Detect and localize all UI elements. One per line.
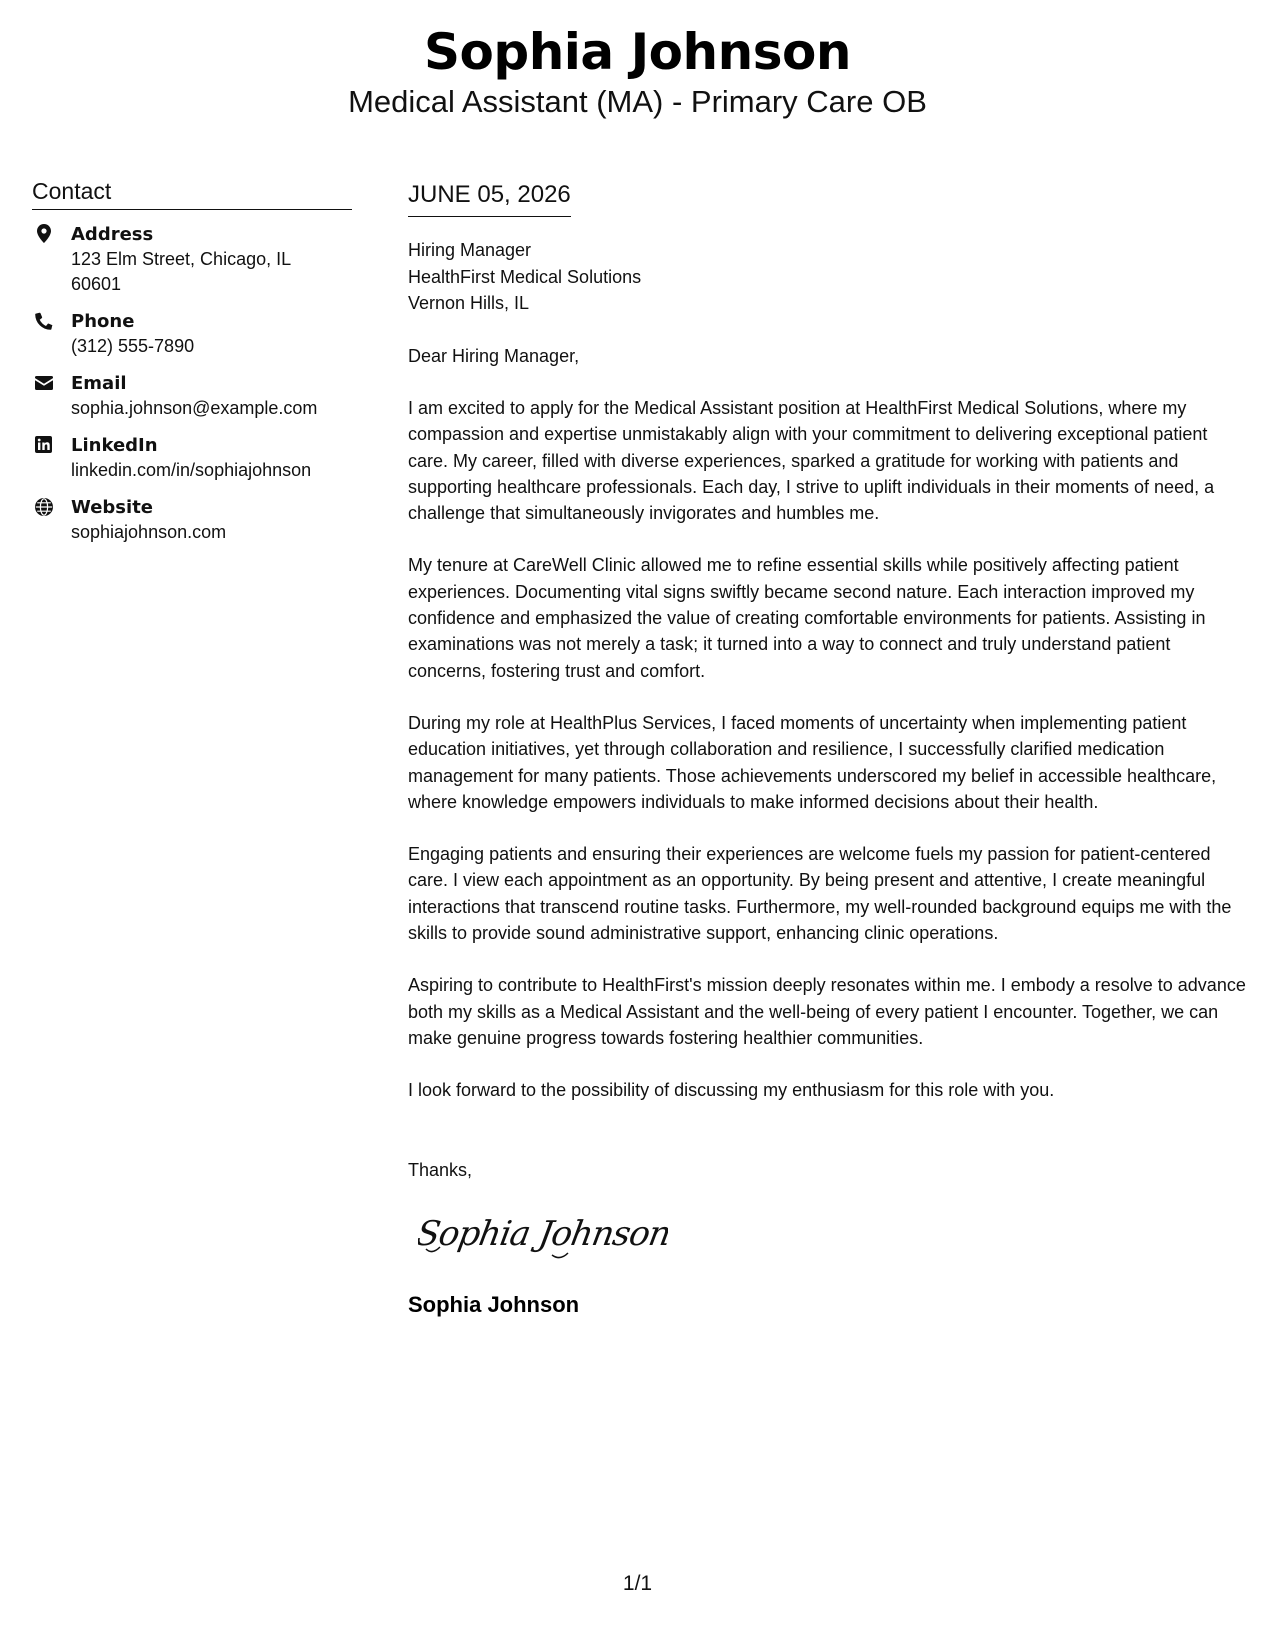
contact-heading: Contact [32,177,352,210]
phone-icon [34,311,53,330]
address-value: 123 Elm Street, Chicago, IL 60601 [71,249,291,294]
signer-name: Sophia Johnson [408,1291,580,1317]
paragraph-healthplus: During my role at HealthPlus Services, I faced moments of uncertainty when implementing patient education initiatives, yet through collaboration and resilience, I successfully clarified medication management for many patients. Those achievements underscored my belief in accessible healthcare, where knowledge empowers individuals to make informed decisions about their health. [408,712,1217,812]
paragraph-closing: I look forward to the possibility of discussing my enthusiasm for this role with you. [408,1080,1055,1101]
contact-phone [32,309,352,359]
recipient-name: Hiring Manager [408,240,532,260]
email-value: sophia.johnson@example.com [71,398,318,418]
job-title: Medical Assistant (MA) - Primary Care OB [348,84,927,119]
location-pin-icon [34,224,53,243]
address-label: Address [71,224,154,245]
signoff: Thanks, [408,1159,473,1180]
contact-email [32,371,352,421]
letter-body [408,180,1248,1319]
page-number: 1/1 [622,1572,653,1595]
paragraph-patient-care: Engaging patients and ensuring their experiences are welcome fuels my passion for patient-centered care. I view each appointment as an opportunity. By being present and attentive, I create meaningful interactions that transcend routine tasks. Furthermore, my well-rounded background equips me with the skills to provide sound administrative support, enhancing clinic operations. [408,844,1232,944]
phone-value: (312) 555-7890 [71,336,195,356]
letter-date: JUNE 05, 2026 [408,181,571,208]
svg-text:Sophia Johnson: Sophia Johnson [418,1213,668,1254]
greeting: Dear Hiring Manager, [408,345,580,366]
contact-website [32,495,352,545]
contact-sidebar [32,177,352,545]
linkedin-icon [34,435,53,454]
recipient-block [408,237,1248,317]
paragraph-mission: Aspiring to contribute to HealthFirst's mission deeply resonates within me. I embody a resolve to advance both my skills as a Medical Assistant and the well-being of every patient I encounter. Together, we can make genuine progress towards fostering healthier communities. [408,975,1246,1048]
recipient-company: HealthFirst Medical Solutions [408,266,642,287]
candidate-name: Sophia Johnson [424,23,851,81]
contact-address [32,222,352,297]
date-block [408,180,571,217]
paragraph-carewell: My tenure at CareWell Clinic allowed me to refine essential skills while positively affecting patient experiences. Documenting vital signs swiftly became second nature. Each interaction improved my confidence and emphasized the value of creating comfortable environments for patients. Assisting in examinations was not merely a task; it turned into a way to connect and truly understand patient concerns, fostering trust and comfort. [408,555,1206,681]
phone-label: Phone [71,311,135,332]
globe-icon [34,497,53,516]
website-value: sophiajohnson.com [71,522,227,542]
resume-header [0,22,1275,120]
contact-linkedin [32,433,352,483]
envelope-icon [34,373,53,392]
linkedin-label: LinkedIn [71,435,158,456]
recipient-location: Vernon Hills, IL [408,293,530,313]
website-label: Website [71,497,154,518]
paragraph-intro: I am excited to apply for the Medical Assistant position at HealthFirst Medical Solutions, where my compassion and expertise unmistakably align with your commitment to delivering exceptional patient care. My career, filled with diverse experiences, sparked a gratitude for working with patients and supporting healthcare professionals. Each day, I strive to uplift individuals in their moments of need, a challenge that simultaneously invigorates and humbles me. [408,398,1215,524]
linkedin-value: linkedin.com/in/sophiajohnson [71,460,312,480]
email-label: Email [71,373,127,394]
handwritten-signature [418,1205,668,1265]
